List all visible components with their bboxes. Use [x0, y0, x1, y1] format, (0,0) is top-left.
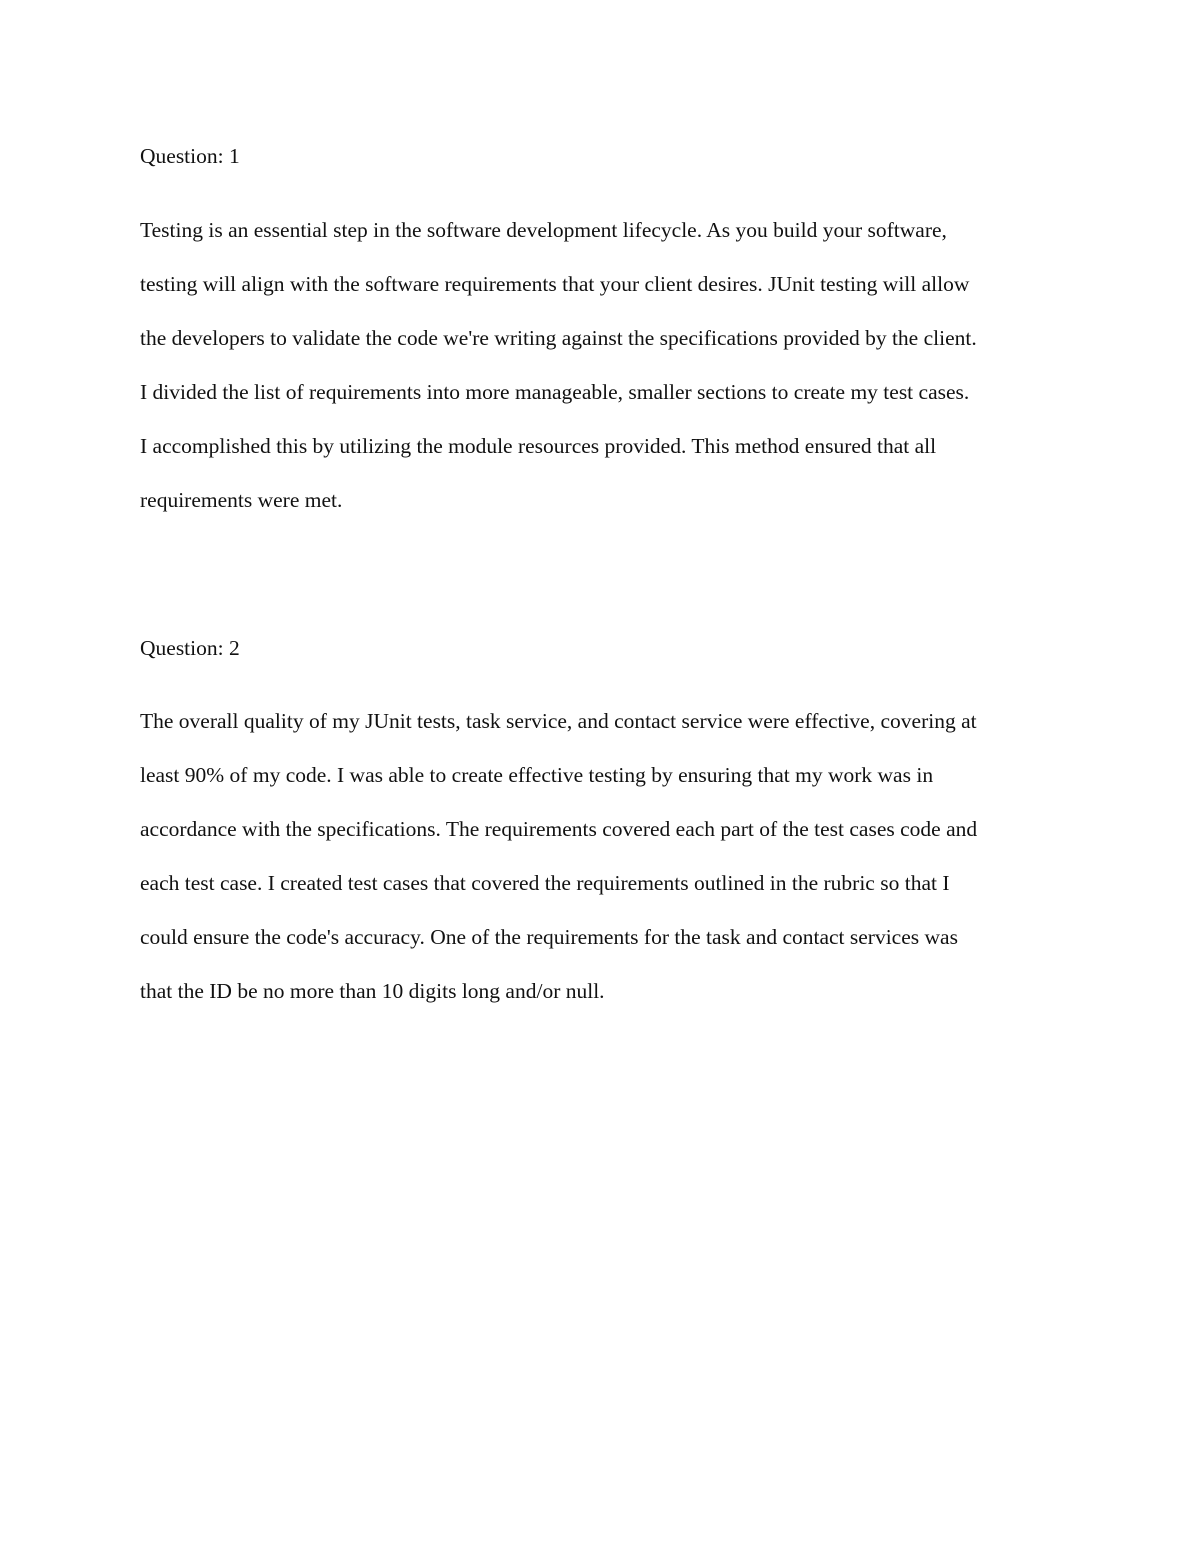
paragraph-line: requirements were met.: [140, 488, 343, 512]
question-1-heading: Question: 1: [140, 144, 240, 168]
paragraph-line: I divided the list of requirements into more manageable, smaller sections to create my test cases.: [140, 380, 970, 404]
paragraph-line: The overall quality of my JUnit tests, task service, and contact service were effective, covering at: [140, 709, 977, 733]
paragraph-line: accordance with the specifications. The requirements covered each part of the test cases code and: [140, 817, 978, 841]
question-2-heading: Question: 2: [140, 636, 240, 660]
paragraph-line: least 90% of my code. I was able to create effective testing by ensuring that my work was in: [140, 763, 934, 787]
paragraph-line: Testing is an essential step in the software development lifecycle. As you build your software,: [140, 218, 947, 242]
paragraph-line: could ensure the code's accuracy. One of the requirements for the task and contact services was: [140, 925, 958, 949]
paragraph-line: that the ID be no more than 10 digits long and/or null.: [140, 979, 605, 1003]
paragraph-line: each test case. I created test cases that covered the requirements outlined in the rubric so that I: [140, 871, 950, 895]
paragraph-line: testing will align with the software requirements that your client desires. JUnit testing will allow: [140, 272, 970, 296]
paragraph-line: the developers to validate the code we're writing against the specifications provided by the client.: [140, 326, 977, 350]
paragraph-line: I accomplished this by utilizing the module resources provided. This method ensured that all: [140, 434, 937, 458]
